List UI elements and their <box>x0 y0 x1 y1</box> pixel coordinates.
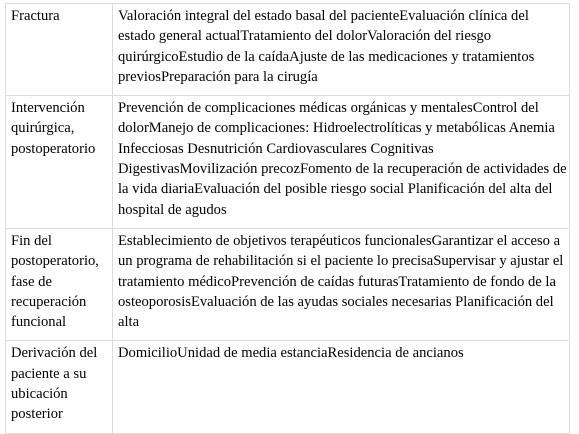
stage-cell: Fractura <box>6 4 113 96</box>
table-row <box>6 341 570 433</box>
stage-cell: Fin del postoperatorio, fase de recuperación funcional <box>6 228 113 340</box>
table-row <box>6 96 570 229</box>
table-row <box>6 4 570 96</box>
actions-cell: Valoración integral del estado basal del pacienteEvaluación clínica del estado general actualTratamiento del dolorValoración del riesgo quirúrgicoEstudio de la caídaAjuste de las medicaciones y tratamientos previosPreparación para la cirugía <box>113 4 570 96</box>
actions-cell: DomicilioUnidad de media estanciaResidencia de ancianos <box>113 341 570 433</box>
stage-cell: Derivación del paciente a su ubicación posterior <box>6 341 113 433</box>
care-stages-table-container <box>5 3 570 434</box>
stage-cell: Intervención quirúrgica, postoperatorio <box>6 96 113 229</box>
table-row <box>6 228 570 340</box>
actions-cell: Prevención de complicaciones médicas orgánicas y mentalesControl del dolorManejo de complicaciones: Hidroelectrolíticas y metabólicas Anemia Infecciosas Desnutrición Cardiovasculares Cognitivas DigestivasMovilización precozFomento de la recuperación de actividades de la vida diariaEvaluación del posible riesgo social Planificación del alta del hospital de agudos <box>113 96 570 229</box>
care-stages-table <box>5 3 570 434</box>
actions-cell: Establecimiento de objetivos terapéuticos funcionalesGarantizar el acceso a un programa de rehabilitación si el paciente lo precisaSupervisar y ajustar el tratamiento médicoPrevención de caídas futurasTratamiento de fondo de la osteoporosisEvaluación de las ayudas sociales necesarias Planificación del alta <box>113 228 570 340</box>
